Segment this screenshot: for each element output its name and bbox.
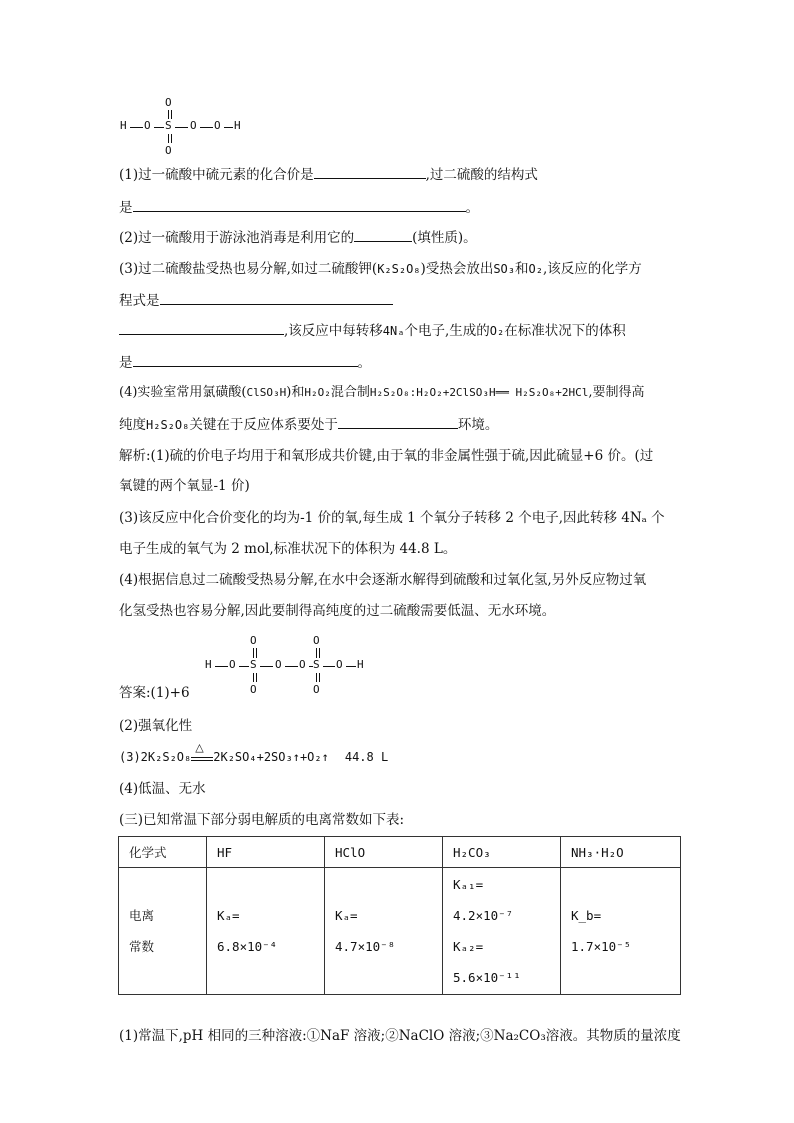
double-bond [253,648,254,658]
constant-value: 6.8×10⁻⁴ [217,939,278,954]
constant-value: 1.7×10⁻⁵ [571,939,632,954]
question-text: 过一硫酸用于游泳池消毒是利用它的 [138,230,355,246]
analysis-3-line-2: 电子生成的氧气为 2 mol,标准状况下的体积为 44.8 L。 [119,541,457,557]
answer-volume: 44.8 L [344,750,389,764]
question-text: 过二硫酸盐受热也易分解,如过二硫酸钾( [138,261,378,277]
double-bond [253,673,254,682]
question-number: (1) [119,167,139,183]
bond [200,127,213,128]
question-number: (3) [119,261,139,277]
question-text: )和 [286,385,305,400]
question-text: 实验室常用氯磺酸( [137,385,247,400]
question-text: ,过二硫酸的结构式 [425,167,538,183]
double-bond [171,110,172,119]
question-text: 是 [119,355,133,371]
atom-o-top: O [250,634,257,647]
answer-blank [314,165,426,179]
double-bond [316,648,317,658]
bond [215,666,228,667]
atom-s: S [250,658,257,671]
question-text: (填性质)。 [412,230,477,246]
peroxydisulfuric-acid-structure [203,634,373,698]
table-cell-label [119,868,207,995]
table-header-cell: NH₃·H₂O [561,837,681,868]
ionization-constant-table [118,836,681,995]
atom-s: S [165,119,172,132]
question-text: 环境。 [457,417,499,433]
constant-symbol: Kₐ= [335,908,358,923]
double-bond [256,648,257,658]
formula: O₂ [489,324,505,338]
question-text: ,要制得高 [588,385,645,400]
double-bond [256,673,257,682]
question-text: 过一硫酸中硫元素的化合价是 [138,167,314,183]
double-bond [171,134,172,143]
question-3-line-2 [119,291,393,310]
constant-symbol: Kₐ₂= [453,939,484,954]
double-bond [319,673,320,682]
row-label: 常数 [129,939,155,954]
question-3-line-1 [119,260,642,278]
atom-h: H [205,658,212,671]
question-text: 。 [357,355,371,371]
atom-s: S [313,658,320,671]
atom-o: O [229,658,236,671]
answer-1: 答案:(1)+6 [119,685,190,701]
constant-value: 4.2×10⁻⁷ [453,908,514,923]
question-3-line-3 [119,321,626,340]
bond [154,127,164,128]
formula: K₂S₂O₈ [377,262,421,276]
answer-4: (4)低温、无水 [119,781,206,797]
table-header-cell: H₂CO₃ [443,837,561,868]
atom-h: H [234,119,241,132]
question-text: ,该反应中每转移 [284,323,383,339]
double-bond [168,110,169,119]
table-cell [325,868,443,995]
formula: ClSO₃H [246,386,287,399]
answer-blank [338,415,458,429]
question-text: 程式是 [119,293,160,309]
question-text: ,该反应的化学方 [542,261,642,277]
atom-h: H [120,119,127,132]
atom-o-bottom: O [250,683,257,696]
table-header-cell: 化学式 [119,837,207,868]
question-text: 。 [465,200,479,216]
answer-blank [119,321,284,335]
answer-blank [133,353,358,367]
question-text: 个电子,生成的 [404,323,490,339]
table-header-row [119,837,681,868]
bond [130,127,143,128]
question-text: 在标准状况下的体积 [504,323,626,339]
question-text: 和 [515,261,529,277]
peroxymonosulfuric-acid-structure [118,96,248,160]
atom-o: O [190,119,197,132]
chemical-equation: H₂S₂O₈:H₂O₂+2ClSO₃H══ H₂S₂O₈+2HCl [369,386,589,399]
table-cell [443,868,561,995]
analysis-4-line-2: 化氢受热也容易分解,因此要制得高纯度的过二硫酸需要低温、无水环境。 [119,603,556,619]
atom-o-bottom: O [313,683,320,696]
question-number: (2) [119,230,139,246]
question-text: 关键在于反应体系要处于 [189,417,338,433]
analysis-4-line-1: (4)根据信息过二硫酸受热易分解,在水中会逐渐水解得到硫酸和过氧化氢,另外反应物过氧 [119,572,647,588]
question-1-line-1 [119,165,538,184]
table-cell [207,868,325,995]
answer-blank [133,198,466,212]
atom-o: O [275,658,282,671]
equation-rhs: 2K₂SO₄+2SO₃↑+O₂↑ [213,750,329,764]
bond [239,666,249,667]
table-header-cell: HF [207,837,325,868]
formula: O₂ [528,262,543,276]
table-header-cell: HClO [325,837,443,868]
formula: H₂O₂ [304,386,331,399]
constant-symbol: Kₐ₁= [453,877,484,892]
atom-o: O [299,658,306,671]
atom-o: O [336,658,343,671]
equation-condition [191,741,213,761]
atom-o-top: O [165,96,172,109]
atom-o-bottom: O [165,144,172,157]
section-3-title: (三)已知常温下部分弱电解质的电离常数如下表: [119,812,405,828]
question-3-line-4 [119,353,371,372]
atom-o: O [144,119,151,132]
question-last: (1)常温下,pH 相同的三种溶液:①NaF 溶液;②NaClO 溶液;③Na₂CO₃溶液。其物质的量浓度 [119,1028,681,1044]
analysis-3-line-1: (3)该反应中化合价变化的均为-1 价的氧,每生成 1 个氧分子转移 2 个电子,因此转移 4Nₐ 个 [119,510,665,526]
bond [285,666,298,667]
question-number: (4) [119,385,138,400]
bond [224,127,233,128]
answer-3 [119,741,389,766]
bond [346,666,356,667]
double-bond [316,673,317,682]
atom-o: O [214,119,221,132]
double-bond [319,648,320,658]
formula: H₂S₂O₈ [146,418,190,432]
heat-symbol: △ [195,741,204,754]
bond [175,127,188,128]
question-4-line-1 [119,384,645,402]
formula: 4Nₐ [382,324,405,338]
question-2 [119,228,477,247]
bond [260,666,273,667]
answer-blank [160,291,393,305]
double-bond [168,134,169,143]
constant-symbol: Kₐ= [217,908,240,923]
constant-symbol: K_b= [571,908,602,923]
answer-blank [354,228,412,242]
question-4-line-2 [119,415,498,434]
row-label: 电离 [129,908,155,923]
question-text: 纯度 [119,417,146,433]
atom-h: H [357,658,364,671]
question-1-line-2 [119,198,479,217]
table-cell [561,868,681,995]
equation-lhs: (3)2K₂S₂O₈ [119,750,192,764]
analysis-1-line-1: 解析:(1)硫的价电子均用于和氧形成共价键,由于氧的非金属性强于硫,因此硫显+6 价。(过 [119,448,654,464]
bond [323,666,335,667]
atom-o-top: O [313,634,320,647]
answer-2: (2)强氧化性 [119,718,193,734]
constant-value: 4.7×10⁻⁸ [335,939,396,954]
formula: SO₃ [493,262,516,276]
table-row [119,868,681,995]
question-text: )受热会放出 [420,261,494,277]
constant-value: 5.6×10⁻¹¹ [453,970,521,985]
analysis-1-line-2: 氧键的两个氧显-1 价) [119,478,250,494]
question-text: 是 [119,200,133,216]
question-text: 混合制 [330,385,370,400]
